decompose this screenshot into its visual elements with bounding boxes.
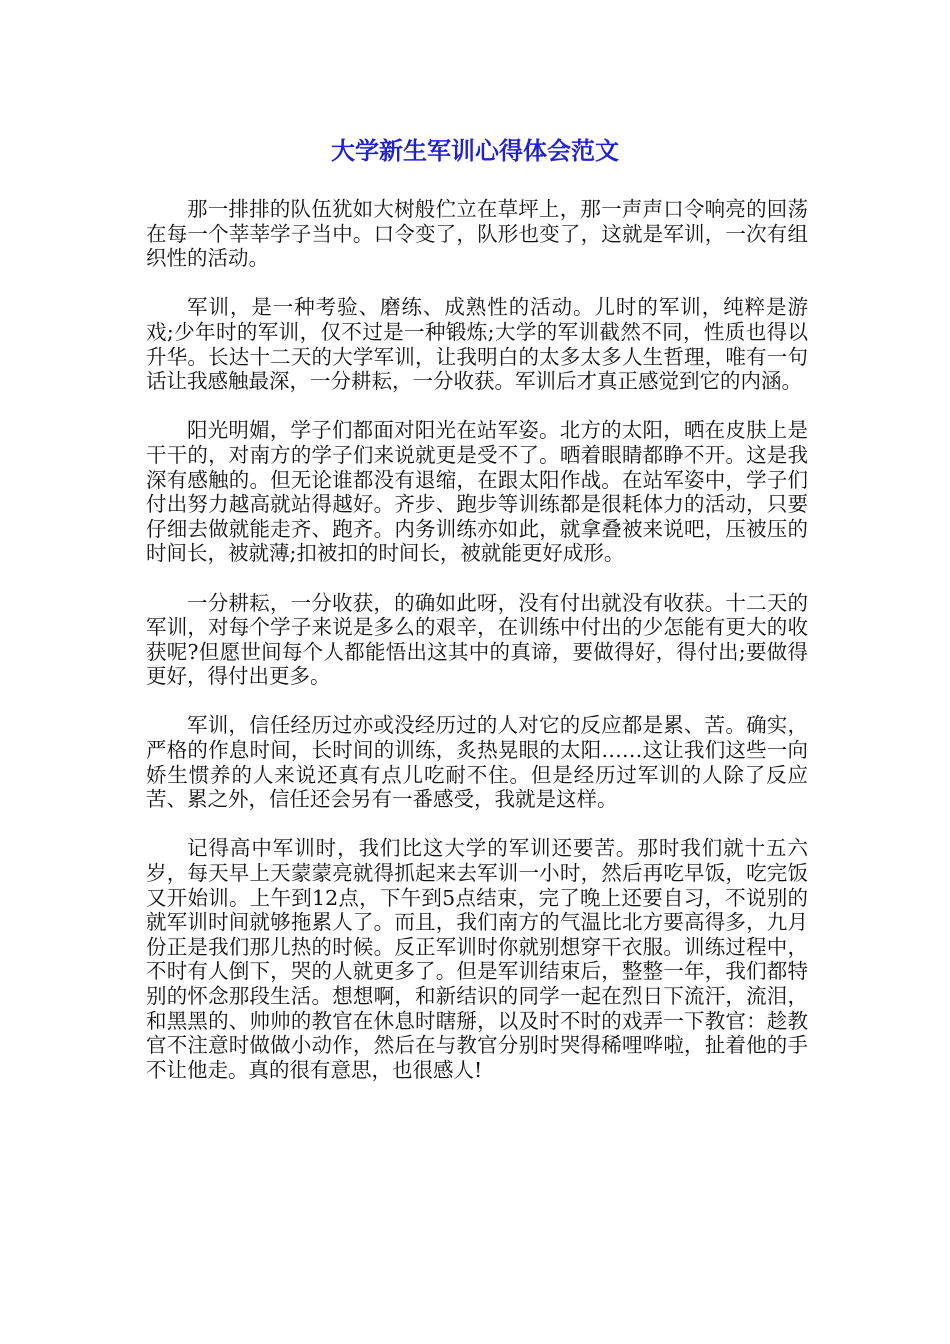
paragraph-2: 军训，是一种考验、磨练、成熟性的活动。儿时的军训，纯粹是游戏;少年时的军训，仅不过是一种锻炼;大学的军训截然不同，性质也得以升华。长达十二天的大学军训，让我明白的太多太多人生哲理，唯有一句话让我感触最深，一分耕耘，一分收获。军训后才真正感觉到它的内涵。: [146, 295, 808, 394]
paragraph-5: 军训，信任经历过亦或没经历过的人对它的反应都是累、苦。确实，严格的作息时间，长时间的训练，炙热晃眼的太阳……这让我们这些一向娇生惯养的人来说还真有点儿吃耐不住。但是经历过军训的人除了反应苦、累之外，信任还会另有一番感受，我就是这样。: [146, 713, 808, 812]
paragraph-1: 那一排排的队伍犹如大树般伫立在草坪上，那一声声口令响亮的回荡在每一个莘莘学子当中。口令变了，队形也变了，这就是军训，一次有组织性的活动。: [146, 197, 808, 271]
document-body: [146, 197, 808, 1107]
paragraph-3: 阳光明媚，学子们都面对阳光在站军姿。北方的太阳，晒在皮肤上是干干的，对南方的学子们来说就更是受不了。晒着眼睛都睁不开。这是我深有感触的。但无论谁都没有退缩，在跟太阳作战。在站军姿中，学子们付出努力越高就站得越好。齐步、跑步等训练都是很耗体力的活动，只要仔细去做就能走齐、跑齐。内务训练亦如此，就拿叠被来说吧，压被压的时间长，被就薄;扣被扣的时间长，被就能更好成形。: [146, 418, 808, 566]
document-title: 大学新生军训心得体会范文: [331, 137, 619, 165]
paragraph-4: 一分耕耘，一分收获，的确如此呀，没有付出就没有收获。十二天的军训，对每个学子来说是多么的艰辛，在训练中付出的少怎能有更大的收获呢?但愿世间每个人都能悟出这其中的真谛，要做得好，得付出;要做得更好，得付出更多。: [146, 590, 808, 689]
paragraph-6: 记得高中军训时，我们比这大学的军训还要苦。那时我们就十五六岁，每天早上天蒙蒙亮就得抓起来去军训一小时，然后再吃早饭，吃完饭又开始训。上午到12点，下午到5点结束，完了晚上还要自习，不说别的就军训时间就够拖累人了。而且，我们南方的气温比北方要高得多，九月份正是我们那儿热的时候。反正军训时你就别想穿干衣服。训练过程中，不时有人倒下，哭的人就更多了。但是军训结束后，整整一年，我们都特别的怀念那段生活。想想啊，和新结识的同学一起在烈日下流汗，流泪，和黑黑的、帅帅的教官在休息时瞎掰，以及时不时的戏弄一下教官：趁教官不注意时做做小动作，然后在与教官分别时哭得稀哩哗啦，扯着他的手不让他走。真的很有意思，也很感人!: [146, 836, 808, 1082]
